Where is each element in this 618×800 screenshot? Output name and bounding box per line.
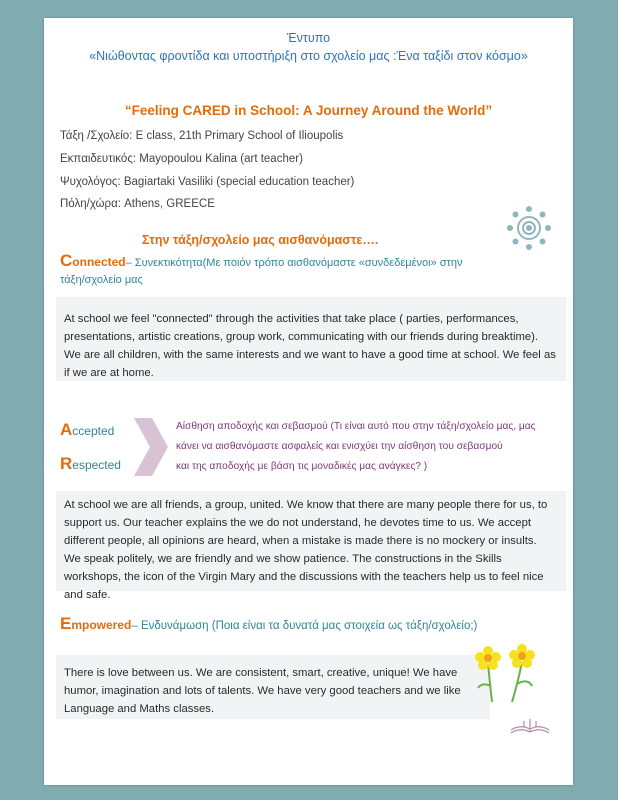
accepted-word: ccepted: [72, 424, 115, 438]
connected-word: onnected: [72, 255, 126, 269]
connected-heading-text: – Συνεκτικότητα(Με ποιόν τρόπο αισθανόμαστε «συνδεδεμένοι» στην: [125, 257, 463, 269]
respected-initial: R: [60, 454, 73, 473]
accepted-initial: A: [60, 420, 73, 439]
respected-word: espected: [72, 458, 121, 472]
connected-text-box: At school we feel "connected" through the activities that take place ( parties, performances, presentations, artistic creations, group work, communicating with our friends during breaktime). We are all children, with the same interests and we want to have a good time at school. We feel as if we are at home.: [56, 297, 566, 381]
accepted-label: [60, 420, 114, 440]
empowered-word: mpowered: [71, 618, 132, 632]
accepted-question-line1: Αίσθηση αποδοχής και σεβασμού (Τι είναι αυτό που στην τάξη/σχολείο μας, μας: [176, 421, 536, 432]
accepted-question-line3: και της αποδοχής με βάση τις μοναδικές μας ανάγκες? ): [176, 461, 428, 472]
connected-heading: [60, 252, 560, 289]
psychologist-line: Ψυχολόγος: Bagiartaki Vasiliki (special education teacher): [60, 176, 355, 188]
respected-label: [60, 454, 121, 474]
mandala-icon: [506, 205, 552, 251]
connected-initial: C: [60, 251, 73, 270]
chevron-right-icon: [132, 416, 170, 478]
empowered-heading-text: – Ενδυνάμωση (Ποια είναι τα δυνατά μας στοιχεία ως τάξη/σχολείο;): [131, 620, 478, 632]
form-label: Έντυπο: [286, 31, 331, 45]
city-country-line: Πόλη/χώρα: Athens, GREECE: [60, 198, 215, 210]
accepted-text-box: At school we are all friends, a group, united. We know that there are many people there for us, to support us. Our teacher explains the we do not understand, he devotes time to us. We accept different people, all opinions are heard, when a mistake is made there is no mockery or insults. We speak politely, we are friendly and we show patience. The constructions in the Skills workshops, the icon of the Virgin Mary and the discussions with the teachers help us to feel nice and safe.: [56, 491, 566, 591]
connected-heading-text-2: τάξη/σχολείο μας: [60, 274, 143, 286]
flowers-icon: [472, 642, 540, 704]
class-school-line: Τάξη /Σχολείο: E class, 21th Primary School of Ilioupolis: [60, 130, 344, 142]
empowered-text-box: There is love between us. We are consistent, smart, creative, unique! We have humor, imagination and lots of talents. We have very good teachers and we like Language and Maths classes.: [56, 655, 490, 719]
greek-title: «Νιώθοντας φροντίδα και υποστήριξη στο σχολείο μας :Ένα ταξίδι στον κόσμο»: [89, 49, 528, 63]
empowered-initial: E: [60, 614, 72, 633]
document-page: [44, 18, 573, 785]
teacher-line: Εκπαιδευτικός: Mayopoulou Kalina (art teacher): [60, 153, 303, 165]
section-subheading: Στην τάξη/σχολείο μας αισθανόμαστε….: [142, 233, 379, 247]
english-title: “Feeling CARED in School: A Journey Around the World”: [124, 103, 493, 118]
open-book-icon: [508, 715, 552, 735]
accepted-question: [176, 417, 571, 477]
empowered-heading: [60, 614, 477, 634]
accepted-question-line2: κάνει να αισθανόμαστε ασφαλείς και ενισχύει την αίσθηση του σεβασμού: [176, 441, 503, 452]
